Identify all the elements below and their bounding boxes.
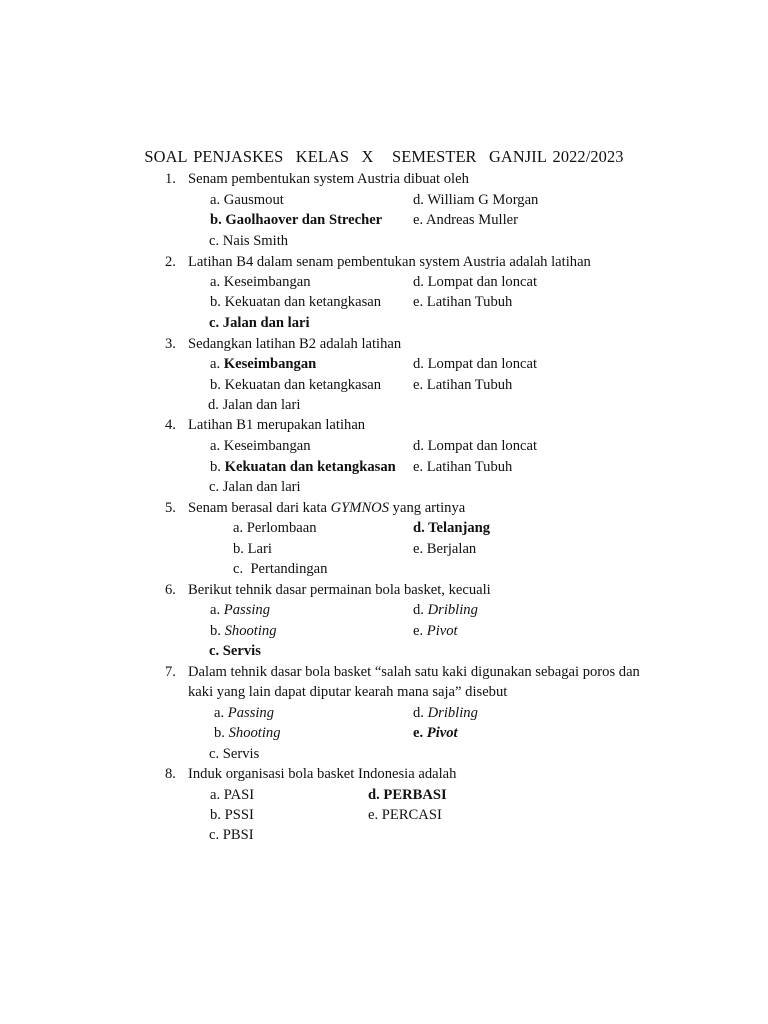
option-c: d. Jalan dan lari xyxy=(208,397,301,413)
option-b-answer: b. Gaolhaover dan Strecher xyxy=(210,212,383,228)
question-text: Sedangkan latihan B2 adalah latihan xyxy=(188,336,402,352)
option-d: d. Dribling xyxy=(413,705,478,721)
option-b: b. Kekuatan dan ketangkasan xyxy=(210,294,382,310)
option-e: e. Andreas Muller xyxy=(413,212,518,228)
question-number: 7. xyxy=(165,664,176,680)
option-c: c. Jalan dan lari xyxy=(209,479,301,495)
option-d: d. Lompat dan loncat xyxy=(413,438,538,454)
document-title: SOAL PENJASKES KELAS X SEMESTER GANJIL 2022/2023 xyxy=(144,147,624,166)
option-a: a. Passing xyxy=(210,602,271,618)
option-b: b. Lari xyxy=(233,541,272,557)
option-a: a. Perlombaan xyxy=(233,520,317,536)
option-d: d. Lompat dan loncat xyxy=(413,356,538,372)
option-e: e. Pivot xyxy=(413,623,458,639)
option-e: e. Berjalan xyxy=(413,541,477,557)
question-text: Berikut tehnik dasar permainan bola basket, kecuali xyxy=(188,582,491,598)
option-a: a. Keseimbangan xyxy=(210,274,311,290)
question-number: 2. xyxy=(165,254,176,270)
question-text: Induk organisasi bola basket Indonesia adalah xyxy=(188,766,457,782)
option-c: c. PBSI xyxy=(209,827,254,843)
option-a: a. Keseimbangan xyxy=(210,438,311,454)
option-d: d. Lompat dan loncat xyxy=(413,274,538,290)
option-e: e. Latihan Tubuh xyxy=(413,377,513,393)
option-a: a. Gausmout xyxy=(210,192,284,208)
option-a-answer: a. Keseimbangan xyxy=(210,356,317,372)
question-number: 8. xyxy=(165,766,176,782)
option-d: d. Dribling xyxy=(413,602,478,618)
option-b: b. PSSI xyxy=(210,807,254,823)
option-e: e. PERCASI xyxy=(368,807,442,823)
option-c-answer: c. Servis xyxy=(209,643,261,659)
option-c-answer: c. Jalan dan lari xyxy=(209,315,310,331)
question-text-line-2: kaki yang lain dapat diputar kearah mana saja” disebut xyxy=(188,684,508,700)
question-text: Senam pembentukan system Austria dibuat oleh xyxy=(188,171,469,187)
question-text: Senam berasal dari kata GYMNOS yang artinya xyxy=(188,500,466,516)
option-c: c. Servis xyxy=(209,746,260,762)
option-a: a. PASI xyxy=(210,787,255,803)
question-number: 4. xyxy=(165,417,176,433)
option-c: c. Nais Smith xyxy=(209,233,289,249)
option-d-answer: d. Telanjang xyxy=(413,520,491,536)
question-number: 1. xyxy=(165,171,176,187)
option-a: a. Passing xyxy=(214,705,275,721)
question-text: Latihan B1 merupakan latihan xyxy=(188,417,366,433)
option-d: d. William G Morgan xyxy=(413,192,539,208)
question-text: Latihan B4 dalam senam pembentukan system Austria adalah latihan xyxy=(188,254,591,270)
question-number: 5. xyxy=(165,500,176,516)
question-number: 6. xyxy=(165,582,176,598)
option-b: b. Kekuatan dan ketangkasan xyxy=(210,377,382,393)
question-text-line-1: Dalam tehnik dasar bola basket “salah satu kaki digunakan sebagai poros dan xyxy=(188,664,640,680)
option-b: b. Shooting xyxy=(214,725,281,741)
option-e-answer: e. Pivot xyxy=(413,725,458,741)
option-c: c. Pertandingan xyxy=(233,561,328,577)
question-number: 3. xyxy=(165,336,176,352)
option-b: b. Shooting xyxy=(210,623,277,639)
option-d-answer: d. PERBASI xyxy=(368,787,447,803)
option-e: e. Latihan Tubuh xyxy=(413,459,513,475)
option-e: e. Latihan Tubuh xyxy=(413,294,513,310)
option-b-answer: b. Kekuatan dan ketangkasan xyxy=(210,459,396,475)
